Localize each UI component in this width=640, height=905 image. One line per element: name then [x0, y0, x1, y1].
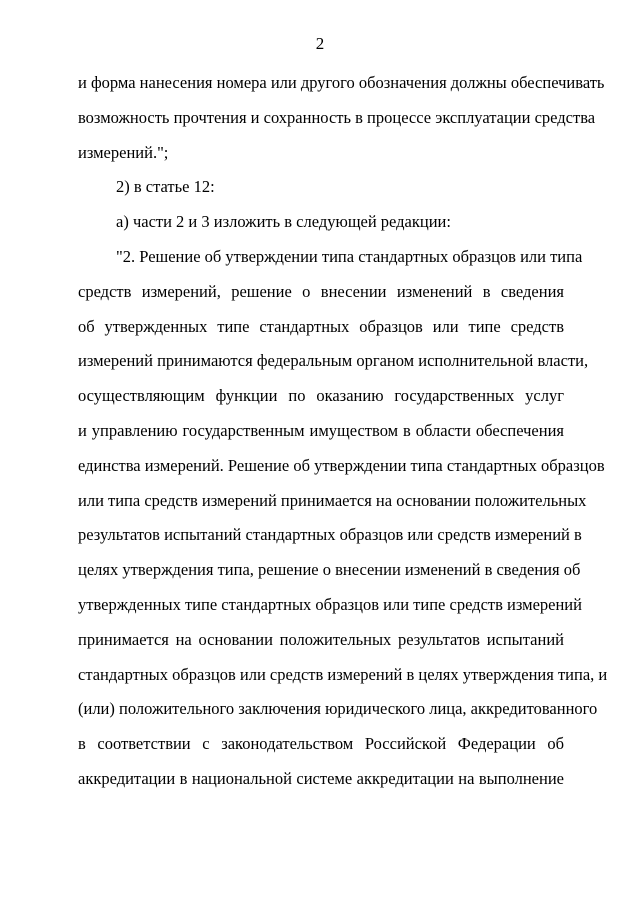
- text-line: об утвержденных типе стандартных образцов или типе средств: [78, 316, 564, 336]
- text-line: осуществляющим функции по оказанию государственных услуг: [78, 386, 564, 406]
- text-line: единства измерений. Решение об утверждении типа стандартных образцов: [78, 455, 605, 475]
- text-line: "2. Решение об утверждении типа стандартных образцов или типа: [116, 246, 583, 266]
- text-line: средств измерений, решение о внесении изменений в сведения: [78, 281, 564, 301]
- text-line: принимается на основании положительных результатов испытаний: [78, 629, 564, 649]
- text-line: измерений принимаются федеральным органом исполнительной власти,: [78, 351, 589, 371]
- text-line: (или) положительного заключения юридического лица, аккредитованного: [78, 699, 598, 719]
- text-line: измерений.";: [78, 142, 169, 162]
- document-body: [78, 70, 608, 801]
- text-line: стандартных образцов или средств измерений в целях утверждения типа, и: [78, 664, 608, 684]
- text-line: или типа средств измерений принимается на основании положительных: [78, 490, 587, 510]
- text-line: 2) в статье 12:: [116, 177, 215, 197]
- text-line: аккредитации в национальной системе аккредитации на выполнение: [78, 768, 564, 788]
- text-line: утвержденных типе стандартных образцов или типе средств измерений: [78, 594, 582, 614]
- text-line: результатов испытаний стандартных образцов или средств измерений в: [78, 525, 582, 545]
- text-line: в соответствии с законодательством Российской Федерации об: [78, 734, 564, 754]
- text-line: и управлению государственным имуществом в области обеспечения: [78, 420, 564, 440]
- text-line: а) части 2 и 3 изложить в следующей редакции:: [116, 212, 451, 232]
- text-line: возможность прочтения и сохранность в процессе эксплуатации средства: [78, 107, 596, 127]
- text-line: целях утверждения типа, решение о внесении изменений в сведения об: [78, 560, 581, 580]
- page-number: 2: [315, 34, 325, 53]
- text-line: и форма нанесения номера или другого обозначения должны обеспечивать: [78, 73, 605, 92]
